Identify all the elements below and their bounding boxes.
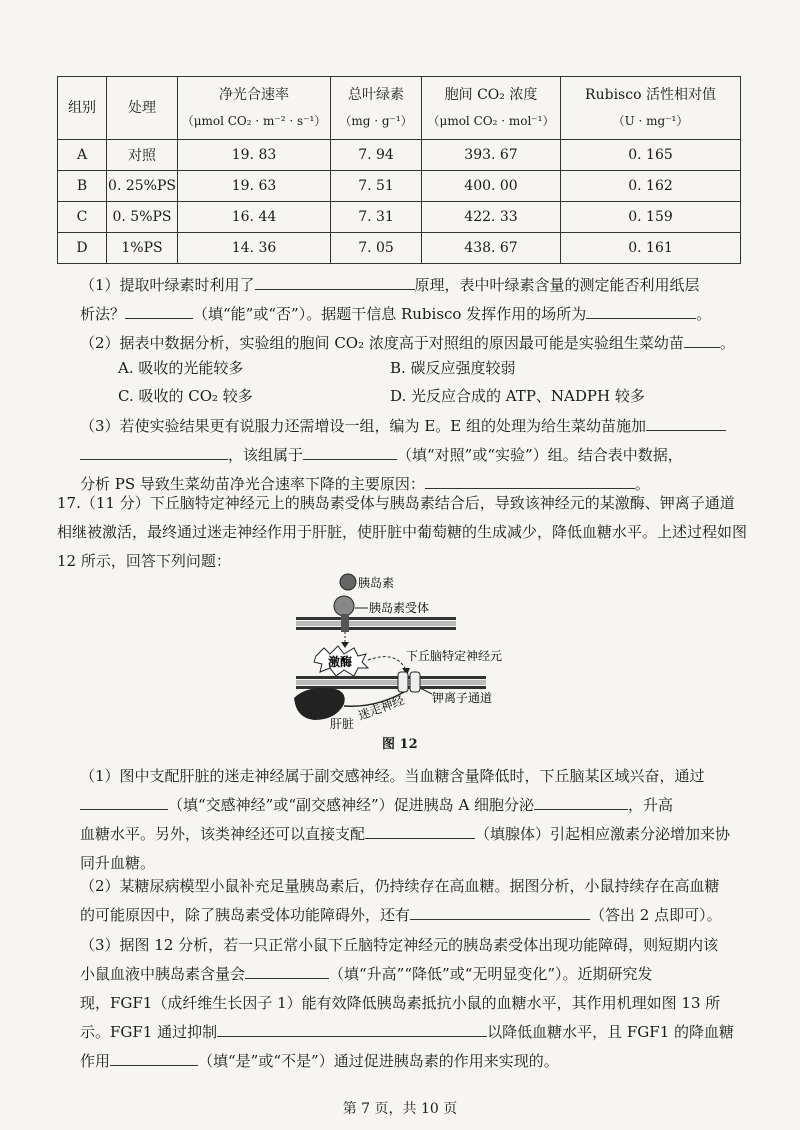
table-cell: D: [58, 233, 107, 264]
text: 的可能原因中，除了胰岛素受体功能障碍外，还有: [80, 906, 411, 924]
text: 同升血糖。: [80, 854, 156, 872]
text: 作用: [80, 1052, 111, 1070]
table-row: [58, 202, 741, 233]
table-cell: 7. 94: [331, 140, 422, 171]
text: 原理，表中叶绿素含量的测定能否利用纸层: [414, 276, 700, 294]
label-kinase: 激酶: [328, 655, 353, 669]
table-cell: 400. 00: [422, 171, 561, 202]
label-liver: 肝脏: [330, 717, 355, 730]
q16-part3: [80, 412, 745, 499]
table-header: 胞间 CO₂ 浓度 （μmol CO₂ · mol⁻¹）: [422, 77, 561, 140]
table-cell: C: [58, 202, 107, 233]
text: ，升高: [628, 796, 674, 814]
potassium-channel-icon: [410, 672, 420, 692]
text: 分析 PS 导致生菜幼苗净光合速率下降的主要原因：: [80, 475, 425, 493]
membrane-edge: [296, 627, 456, 630]
text: （填“能”或“否”）。据题干信息 Rubisco 发挥作用的场所为: [193, 305, 587, 323]
q16-part2: [80, 329, 745, 358]
page-footer: 第 7 页，共 10 页: [342, 1101, 458, 1117]
option-c: C. 吸收的 CO₂ 较多: [118, 387, 253, 405]
answer-blank[interactable]: [646, 415, 726, 431]
q17-intro: 17.（11 分）下丘脑特定神经元上的胰岛素受体与胰岛素结合后，导致该神经元的某激酶、钾离子通道相继被激活，最终通过迷走神经作用于肝脏，使肝脏中葡萄糖的生成减少，降低血糖水平。上述过程如图 12 所示，回答下列问题：: [57, 494, 748, 570]
q17-part2: [80, 872, 745, 930]
answer-blank[interactable]: [410, 904, 590, 920]
table-cell: 0. 159: [561, 202, 741, 233]
text: 。: [696, 305, 712, 323]
text: 血糖水平。另外，该类神经还可以直接支配: [80, 825, 366, 843]
receptor-icon: [334, 596, 354, 616]
table-row: [58, 233, 741, 264]
table-cell: 14. 36: [178, 233, 331, 264]
table-header: 总叶绿素 （mg · g⁻¹）: [331, 77, 422, 140]
answer-blank[interactable]: [110, 1050, 198, 1066]
text: 。: [719, 334, 735, 352]
table-cell: 1%PS: [107, 233, 178, 264]
membrane-fill: [296, 621, 456, 626]
table-cell: 0. 5%PS: [107, 202, 178, 233]
answer-blank[interactable]: [80, 444, 228, 460]
option-b: B. 碳反应强度较弱: [390, 359, 516, 377]
text: （1）图中支配肝脏的迷走神经属于副交感神经。当血糖含量降低时，下丘脑某区域兴奋，通过: [80, 767, 705, 785]
text: 析法？: [80, 305, 126, 323]
label-receptor: 胰岛素受体: [369, 601, 430, 615]
table-cell: 393. 67: [422, 140, 561, 171]
text: （填“对照”或“实验”）组。结合表中数据，: [397, 446, 683, 464]
arrow-line: [368, 657, 406, 670]
table-cell: 7. 05: [331, 233, 422, 264]
table-cell: 对照: [107, 140, 178, 171]
receptor-stalk-icon: [341, 614, 349, 632]
text: （填腺体）引起相应激素分泌增加来协: [475, 825, 731, 843]
answer-blank[interactable]: [684, 332, 720, 348]
table-header: 净光合速率 （μmol CO₂ · m⁻² · s⁻¹）: [178, 77, 331, 140]
text: （填“是”或“不是”）通过促进胰岛素的作用来实现的。: [198, 1052, 559, 1070]
table-header: 处理: [107, 77, 178, 140]
table-header-row: [58, 77, 741, 140]
table-row: [58, 171, 741, 202]
table-cell: 7. 51: [331, 171, 422, 202]
answer-blank[interactable]: [586, 303, 696, 319]
table-cell: 0. 161: [561, 233, 741, 264]
text: （填“交感神经”或“副交感神经”）促进胰岛 A 细胞分泌: [168, 796, 535, 814]
option-d: D. 光反应合成的 ATP、NADPH 较多: [390, 387, 645, 405]
table-cell: 0. 162: [561, 171, 741, 202]
table-cell: 19. 63: [178, 171, 331, 202]
figure-12: [286, 570, 526, 730]
potassium-channel-icon: [398, 672, 408, 692]
arrow-down-icon: [341, 642, 349, 648]
text: （答出 2 点即可）。: [590, 906, 722, 924]
q17-part1: [80, 762, 745, 878]
table-cell: 19. 83: [178, 140, 331, 171]
option-a: A. 吸收的光能较多: [118, 359, 244, 377]
membrane-fill: [296, 680, 486, 685]
text: （1）提取叶绿素时利用了: [80, 276, 255, 294]
q16-part1: [80, 271, 745, 329]
q17-part3: [80, 931, 745, 1076]
answer-blank[interactable]: [245, 963, 329, 979]
label-channel: 钾离子通道: [432, 691, 493, 705]
table-cell: 0. 25%PS: [107, 171, 178, 202]
text: （2）据表中数据分析，实验组的胞间 CO₂ 浓度高于对照组的原因最可能是实验组生菜幼苗: [80, 334, 684, 352]
table-cell: 16. 44: [178, 202, 331, 233]
text: （3）若使实验结果更有说服力还需增设一组，编为 E。E 组的处理为给生菜幼苗施加: [80, 417, 646, 435]
table-row: [58, 140, 741, 171]
answer-blank[interactable]: [425, 473, 635, 489]
text: 。: [634, 475, 650, 493]
answer-blank[interactable]: [217, 1021, 487, 1037]
table-cell: 422. 33: [422, 202, 561, 233]
text: 示。FGF1 通过抑制: [80, 1023, 218, 1041]
table-cell: A: [58, 140, 107, 171]
answer-blank[interactable]: [365, 823, 475, 839]
answer-blank[interactable]: [534, 794, 628, 810]
answer-blank[interactable]: [80, 794, 168, 810]
text: （填“升高”“降低”或“无明显变化”）。近期研究发: [329, 965, 653, 983]
text: （3）据图 12 分析，若一只正常小鼠下丘脑特定神经元的胰岛素受体出现功能障碍，则短期内该: [80, 936, 719, 954]
text: ，该组属于: [228, 446, 304, 464]
table-cell: 7. 31: [331, 202, 422, 233]
text: 现，FGF1（成纤维生长因子 1）能有效降低胰岛素抵抗小鼠的血糖水平，其作用机理如图 13 所: [80, 994, 721, 1012]
label-nerve: 迷走神经: [356, 693, 407, 723]
figure-caption: 图 12: [382, 737, 418, 752]
text: 以降低血糖水平，且 FGF1 的降血糖: [487, 1023, 735, 1041]
table-cell: 0. 165: [561, 140, 741, 171]
data-table: [57, 76, 741, 264]
membrane-icon: [296, 617, 456, 620]
text: 小鼠血液中胰岛素含量会: [80, 965, 246, 983]
table-header: Rubisco 活性相对值 （U · mg⁻¹）: [561, 77, 741, 140]
table-header: 组别: [58, 77, 107, 140]
membrane-icon: [296, 676, 486, 679]
table-cell: B: [58, 171, 107, 202]
label-neuron: 下丘脑特定神经元: [406, 649, 503, 663]
answer-blank[interactable]: [303, 444, 397, 460]
text: （2）某糖尿病模型小鼠补充足量胰岛素后，仍持续存在高血糖。据图分析，小鼠持续存在高血糖: [80, 877, 720, 895]
label-insulin: 胰岛素: [358, 576, 395, 590]
answer-blank[interactable]: [255, 274, 415, 290]
liver-icon: [294, 688, 345, 720]
insulin-icon: [340, 574, 356, 590]
table-cell: 438. 67: [422, 233, 561, 264]
answer-blank[interactable]: [125, 303, 193, 319]
